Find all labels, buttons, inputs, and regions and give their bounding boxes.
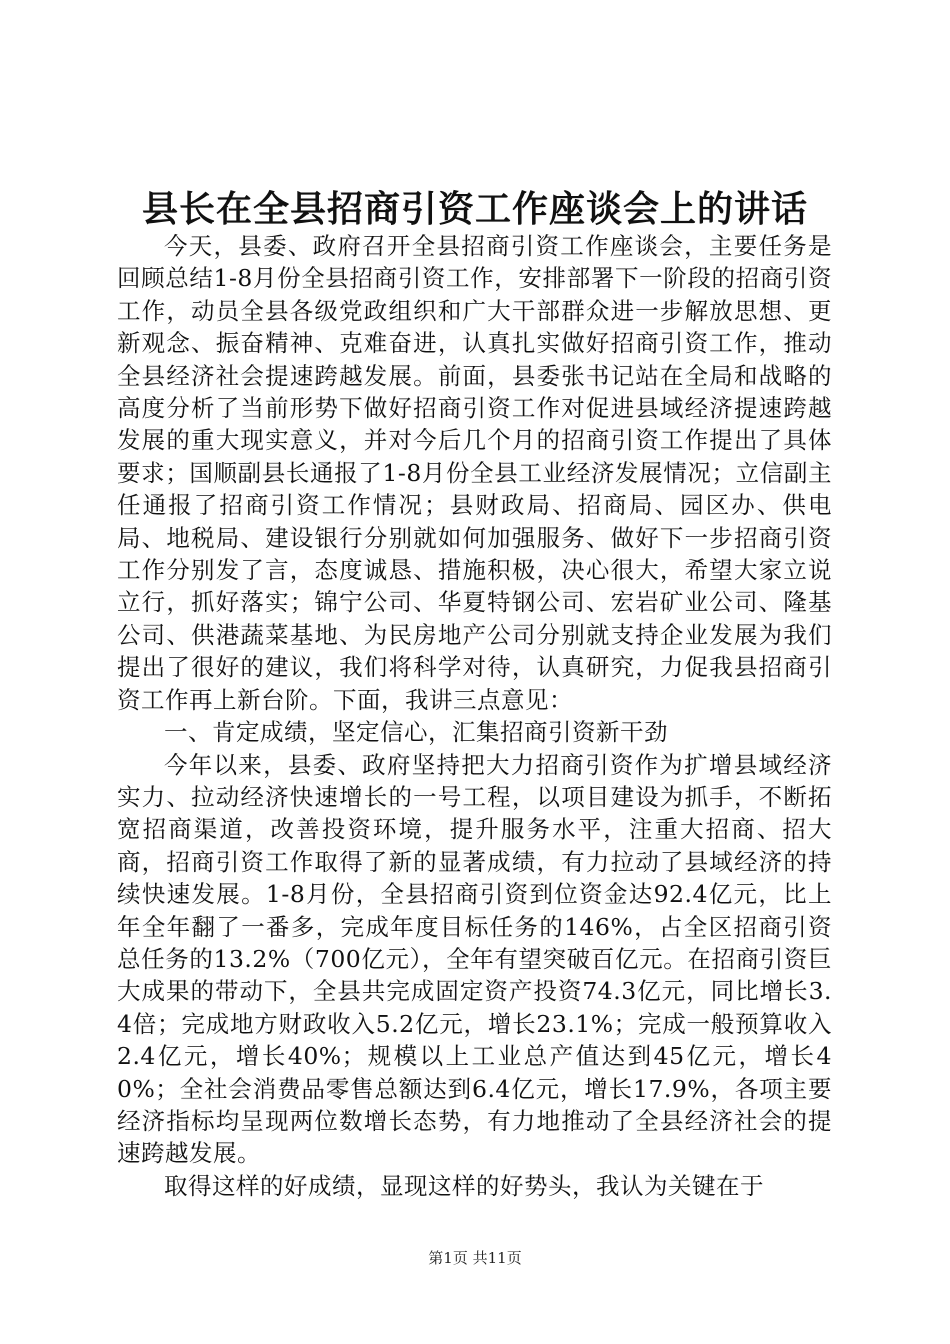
section-heading: 一、肯定成绩，坚定信心，汇集招商引资新干劲 [164,718,668,747]
paragraph-intro: 今天，县委、政府召开全县招商引资工作座谈会，主要任务是回顾总结1-8月份全县招商引资工作，安排部署下一阶段的招商引资工作，动员全县各级党政组织和广大干部群众进一步解放思想、更新观念、振奋精神、克难奋进，认真扎实做好招商引资工作，推动全县经济社会提速跨越发展。前面，县委张书记站在全局和战略的高度分析了当前形势下做好招商引资工作对促进县域经济提速跨越发展的重大现实意义，并对今后几个月的招商引资工作提出了具体要求；国顺副县长通报了1-8月份全县工业经济发展情况；立信副主任通报了招商引资工作情况；县财政局、招商局、园区办、供电局、地税局、建设银行分别就如何加强服务、做好下一步招商引资工作分别发了言，态度诚恳、措施积极，决心很大，希望大家立说立行，抓好落实；锦宁公司、华夏特钢公司、宏岩矿业公司、隆基公司、供港蔬菜基地、为民房地产公司分别就支持企业发展为我们提出了很好的建议，我们将科学对待，认真研究，力促我县招商引资工作再上新台阶。下面，我讲三点意见： [117,232,832,714]
paragraph-continuation: 取得这样的好成绩，显现这样的好势头，我认为关键在于 [164,1171,764,1200]
paragraph-achievements: 今年以来，县委、政府坚持把大力招商引资作为扩增县域经济实力、拉动经济快速增长的一号工程，以项目建设为抓手，不断拓宽招商渠道，改善投资环境，提升服务水平，注重大招商、招大商，招商引资工作取得了新的显著成绩，有力拉动了县域经济的持续快速发展。1-8月份，全县招商引资到位资金达92.4亿元，比上年全年翻了一番多，完成年度目标任务的146%，占全区招商引资总任务的13.2%（700亿元），全年有望突破百亿元。在招商引资巨大成果的带动下，全县共完成固定资产投资74.3亿元，同比增长3.4倍；完成地方财政收入5.2亿元，增长23.1%；完成一般预算收入2.4亿元，增长40%；规模以上工业总产值达到45亿元，增长40%；全社会消费品零售总额达到6.4亿元，增长17.9%，各项主要经济指标均呈现两位数增长态势，有力地推动了全县经济社会的提速跨越发展。 [117,750,832,1168]
document-body [117,230,832,1202]
page-number-footer: 第1页 共11页 [428,1249,522,1267]
document-title: 县长在全县招商引资工作座谈会上的讲话 [141,188,808,230]
